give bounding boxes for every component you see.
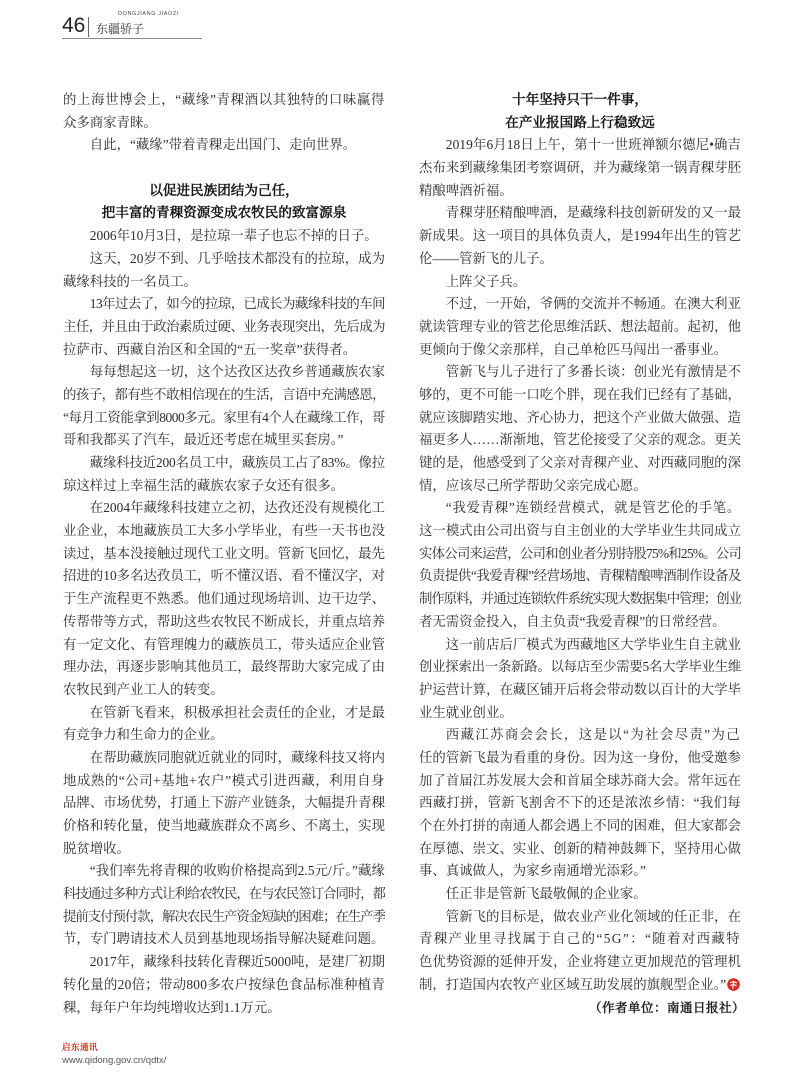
section-heading [419, 89, 741, 134]
text-line: 青稞芽胚精酿啤酒，是藏缘科技创新研发的又一最 [445, 205, 741, 221]
text-line: 管新飞的目标是，做农业产业化领域的任正非，在 [445, 908, 741, 924]
text-line: 哥和我都买了汽车，最近还考虑在城里买套房。” [63, 432, 344, 448]
text-line: 2006年10月3日，是拉琼一辈子也忘不掉的日子。 [89, 228, 378, 244]
text-line: 业生就业创业。 [419, 704, 513, 720]
section-heading [63, 180, 385, 225]
text-line: 创业探索出一条新路。以每店至少需要5名大学毕业生维 [419, 659, 741, 675]
text-line: 读过，基本没接触过现代工业文明。管新飞回忆，最先 [63, 545, 385, 561]
paragraph [63, 951, 385, 1019]
text-line: 就应该脚踏实地、齐心协力，把这个产业做大做强、造 [419, 409, 741, 425]
paragraph [63, 497, 385, 701]
header-rule [62, 38, 202, 39]
paragraph [419, 271, 741, 294]
text-line: 脱贫增收。 [63, 840, 130, 856]
text-line: 福更多人……渐渐地，管艺伦接受了父亲的观念。更关 [419, 432, 741, 448]
paragraph [419, 497, 741, 633]
heading-line: 在产业报国路上行稳致远 [505, 114, 655, 131]
paragraph [419, 134, 741, 202]
text-line: 每每想起这一切，这个达孜区达孜乡普通藏族农家 [89, 364, 385, 380]
text-line: 个在外打拼的南通人都会遇上不同的困难，但大家都会 [419, 818, 741, 833]
magazine-title-pinyin: DONGJIANG JIAOZI [118, 11, 179, 17]
paragraph [63, 860, 385, 951]
text-line: 的孩子，都有些不敢相信现在的生活，言语中充满感恩， [63, 386, 385, 402]
paragraph [63, 225, 385, 248]
text-line: 管新飞与儿子进行了多番长谈：创业光有激情是不 [445, 364, 741, 380]
paragraph [63, 702, 385, 747]
text-line: 的上海世博会上，“藏缘”青稞酒以其独特的口味赢得 [63, 92, 385, 107]
text-line: 色优势资源的延伸开发，企业将建立更加规范的管理机 [419, 954, 741, 970]
text-line: 就读管理专业的管艺伦思维活跃、想法超前。起初，他 [419, 318, 741, 334]
text-line: 13年过去了，如今的拉琼，已成长为藏缘科技的车间 [89, 296, 385, 312]
paragraph [419, 293, 741, 361]
text-line: 不过，一开始，爷俩的交流并不畅通。在澳大利亚 [445, 296, 741, 312]
text-line: 够的，更不可能一口吃个胖，现在我们已经有了基础， [419, 386, 741, 402]
text-line: 青稞产业里寻找属于自己的“5G”：“随着对西藏特 [419, 931, 741, 947]
text-line: 稞，每年户年均纯增收达到1.1万元。 [63, 999, 281, 1015]
text-line: 精酿啤酒祈福。 [419, 182, 513, 198]
text-line: 这一模式由公司出资与自主创业的大学毕业生共同成立 [419, 523, 741, 539]
author-byline: （作者单位：南通日报社） [588, 1000, 745, 1015]
paragraph [63, 747, 385, 860]
text-line: 这天，20岁不到、几乎啥技术都没有的拉琼，成为 [89, 250, 385, 266]
text-line: 传帮带等方式，帮助这些农牧民不断成长，并重点培养 [63, 613, 385, 629]
section-body [419, 134, 741, 996]
text-line: 提前支付预付款，解决农民生产资金短缺的困难；在生产季 [63, 908, 385, 924]
text-line: 事、真诚做人，为家乡南通增光添彩。” [419, 863, 646, 879]
text-line: 西藏打拼，管新飞割舍不下的还是浓浓乡情：“我们每 [419, 795, 741, 811]
paragraph [63, 293, 385, 361]
text-line: 更倾向于像父亲那样，自己单枪匹马闯出一番事业。 [419, 341, 727, 357]
end-mark-icon [727, 978, 740, 991]
text-line: 价格和转化量，使当地藏族群众不离乡、不离土，实现 [63, 818, 385, 833]
paragraph [63, 452, 385, 497]
text-line: 伦——管新飞的儿子。 [419, 250, 553, 266]
text-line: 转化量的20倍；带动800多农户按绿色食品标准种植青 [63, 976, 385, 992]
text-line: 节，专门聘请技术人员到基地现场指导解决疑难问题。 [63, 931, 385, 947]
text-line: 杰布来到藏缘集团考察调研，并为藏缘第一锅青稞芽胚 [419, 160, 741, 176]
intro-text [63, 89, 385, 157]
text-line: 这一前店后厂模式为西藏地区大学毕业生自主就业 [445, 636, 741, 652]
paragraph [63, 134, 385, 157]
text-line: 任的管新飞最为看重的身份。因为这一身份，他受邀参 [419, 749, 741, 765]
text-line: 负责提供“我爱青稞”经营场地、青稞精酿啤酒制作设备及 [419, 568, 741, 584]
text-line: 地成熟的“公司+基地+农户”模式引进西藏，利用自身 [63, 772, 385, 788]
text-line: 制作原料，并通过连锁软件系统实现大数据集中管理；创业 [419, 591, 741, 607]
paragraph [63, 89, 385, 134]
text-line: “我爱青稞”连锁经营模式，就是管艺伦的手笔。 [445, 500, 741, 516]
paragraph [419, 361, 741, 497]
text-line: 在管新飞看来，积极承担社会责任的企业，才是最 [89, 704, 385, 720]
page-number: 46 [62, 14, 86, 37]
page-header [0, 0, 800, 46]
text-line: 招进的10多名达孜员工，听不懂汉语、看不懂汉字，对 [63, 568, 385, 584]
text-line: 在厚德、崇文、实业、创新的精神鼓舞下，坚持用心做 [419, 840, 741, 856]
text-line: 琼这样过上幸福生活的藏族农家子女还有很多。 [63, 477, 345, 493]
text-line: 藏缘科技近200名员工中，藏族员工占了83%。像拉 [89, 455, 385, 470]
magazine-title: 东疆骄子 [96, 22, 145, 36]
text-line: 藏缘科技的一名员工。 [63, 273, 197, 289]
text-line: 任正非是管新飞最敬佩的企业家。 [445, 886, 647, 902]
text-line: 理办法，再逐步影响其他员工，最终帮助大家完成了由 [63, 659, 385, 675]
text-line: 2017年，藏缘科技转化青稞近5000吨，是建厂初期 [89, 954, 385, 970]
paragraph [419, 906, 741, 997]
text-line: 实体公司来运营，公司和创业者分别持股75%和25%。公司 [419, 545, 741, 561]
text-line: 键的是，他感受到了父亲对青稞产业、对西藏同胞的深 [419, 455, 741, 470]
text-line: 众多商家青睐。 [63, 114, 157, 130]
right-column [419, 89, 745, 1019]
text-line: 品牌、市场优势，打通上下游产业链条，大幅提升青稞 [63, 795, 385, 811]
text-line: 于生产流程更不熟悉。他们通过现场培训、边干边学、 [63, 591, 385, 607]
section-body [63, 225, 385, 1019]
text-line: 加了首届江苏发展大会和首届全球苏商大会。常年远在 [419, 772, 741, 788]
paragraph [419, 883, 741, 906]
text-line: 农牧民到产业工人的转变。 [63, 681, 224, 697]
left-column [63, 89, 385, 1019]
paragraph [419, 202, 741, 270]
text-line: 制，打造国内农牧产业区域互助发展的旗舰型企业。” [419, 974, 741, 997]
paragraph [63, 361, 385, 452]
text-line: 主任，并且由于政治素质过硬、业务表现突出，先后成为 [63, 318, 385, 334]
text-line: 有竞争力和生命力的企业。 [63, 727, 224, 743]
paragraph [419, 724, 741, 883]
text-line: 情，应该尽己所学帮助父亲完成心愿。 [419, 477, 647, 493]
text-line: 2019年6月18日上午，第十一世班禅额尔德尼•确吉 [445, 137, 741, 153]
heading-line: 十年坚持只干一件事， [512, 92, 648, 108]
text-line: 西藏江苏商会会长，这是以“为社会尽责”为己 [445, 727, 741, 743]
footer-url: www.qidong.gov.cn/qdtx/ [62, 1055, 167, 1066]
heading-line: 以促进民族团结为己任， [149, 182, 299, 199]
text-line: 在帮助藏族同胞就近就业的同时，藏缘科技又将内 [89, 749, 385, 765]
text-line: “每月工资能拿到8000多元。家里有4个人在藏缘工作，哥 [63, 409, 385, 425]
text-line: 科技通过多种方式让利给农牧民，在与农民签订合同时，都 [63, 886, 385, 902]
text-line: 拉萨市、西藏自治区和全国的“五一奖章”获得者。 [63, 341, 357, 357]
paragraph [63, 248, 385, 293]
text-line: 有一定文化、有管理魄力的藏族员工，带头适应企业管 [63, 636, 385, 652]
text-line: 新成果。这一项目的具体负责人，是1994年出生的管艺 [419, 228, 741, 244]
header-divider [88, 17, 89, 37]
text-line: 上阵父子兵。 [445, 273, 527, 289]
text-line: 者无需资金投入，自主负责“我爱青稞”的日常经营。 [419, 613, 726, 629]
text-line: “我们率先将青稞的收购价格提高到2.5元/斤。”藏缘 [89, 863, 385, 879]
paragraph [419, 634, 741, 725]
heading-line: 把丰富的青稞资源变成农牧民的致富源泉 [101, 205, 347, 222]
text-line: 业企业，本地藏族员工大多小学毕业，有些一天书也没 [63, 523, 385, 539]
text-line: 护运营计算，在藏区铺开后将会带动数以百计的大学毕 [419, 681, 741, 697]
text-line: 在2004年藏缘科技建立之初，达孜还没有规模化工 [89, 500, 385, 516]
footer-publication: 启东通讯 [62, 1043, 99, 1053]
text-line: 自此，“藏缘”带着青稞走出国门、走向世界。 [89, 137, 357, 153]
